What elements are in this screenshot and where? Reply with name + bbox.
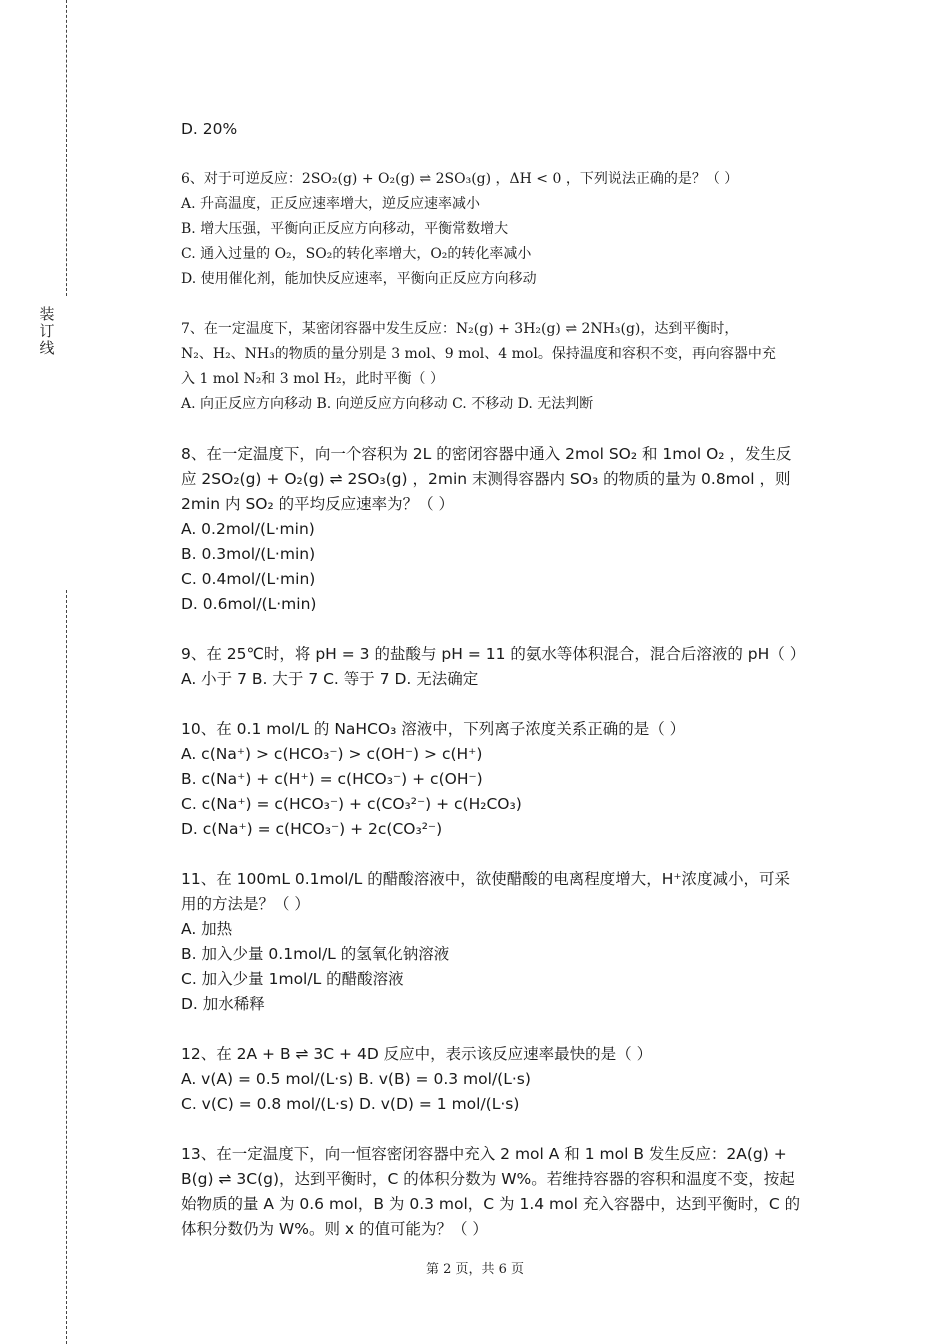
question-line: D. 加水稀释 — [181, 995, 265, 1013]
question-line: 应 2SO₂(g) + O₂(g) ⇌ 2SO₃(g) ，2min 末测得容器内 SO₃ 的物质的量为 0.8mol ，则 — [181, 470, 791, 488]
question-stem-line: 12、在 2A + B ⇌ 3C + 4D 反应中，表示该反应速率最快的是（ ） — [181, 1045, 653, 1063]
question-line: A. 向正反应方向移动 B. 向逆反应方向移动 C. 不移动 D. 无法判断 — [181, 396, 594, 412]
question-stem-line: 9、在 25℃时，将 pH = 3 的盐酸与 pH = 11 的氨水等体积混合，混合后溶液的 pH（ ） — [181, 645, 806, 663]
binding-label — [38, 306, 56, 357]
binding-line-top — [66, 0, 67, 296]
question-q7 — [181, 317, 841, 417]
question-line: 体积分数仍为 W%。则 x 的值可能为？（ ） — [181, 1220, 488, 1238]
question-q5-tail — [181, 117, 841, 142]
question-line: D. 0.6mol/(L·min) — [181, 595, 317, 613]
question-line: B. 0.3mol/(L·min) — [181, 545, 316, 563]
question-stem-line: 6、对于可逆反应：2SO₂(g) + O₂(g) ⇌ 2SO₃(g) ，ΔH < 0 ，下列说法正确的是？（ ） — [181, 171, 739, 187]
question-line: A. v(A) = 0.5 mol/(L·s) B. v(B) = 0.3 mol/(L·s) — [181, 1070, 531, 1088]
question-line: C. 通入过量的 O₂，SO₂的转化率增大，O₂的转化率减小 — [181, 246, 532, 262]
question-line: 用的方法是？（ ） — [181, 895, 310, 913]
question-line: C. c(Na⁺) = c(HCO₃⁻) + c(CO₃²⁻) + c(H₂CO₃) — [181, 795, 522, 813]
question-stem-line: 8、在一定温度下，向一个容积为 2L 的密闭容器中通入 2mol SO₂ 和 1mol O₂ ，发生反 — [181, 445, 792, 463]
question-line: 2min 内 SO₂ 的平均反应速率为？（ ） — [181, 495, 455, 513]
question-q9 — [181, 642, 841, 692]
question-line: A. 加热 — [181, 920, 233, 938]
question-q13 — [181, 1142, 841, 1242]
question-line: B. c(Na⁺) + c(H⁺) = c(HCO₃⁻) + c(OH⁻) — [181, 770, 483, 788]
question-stem-line: 7、在一定温度下，某密闭容器中发生反应：N₂(g) + 3H₂(g) ⇌ 2NH₃(g)，达到平衡时， — [181, 321, 739, 337]
question-line: B. 增大压强，平衡向正反应方向移动，平衡常数增大 — [181, 221, 509, 237]
question-content — [181, 117, 841, 1267]
question-q12 — [181, 1042, 841, 1117]
question-stem-line: 13、在一定温度下，向一恒容密闭容器中充入 2 mol A 和 1 mol B 发生反应：2A(g) + — [181, 1145, 787, 1163]
question-q8 — [181, 442, 841, 617]
binding-char: 线 — [39, 339, 55, 357]
question-stem-line: 11、在 100mL 0.1mol/L 的醋酸溶液中，欲使醋酸的电离程度增大，H⁺浓度减小，可采 — [181, 870, 791, 888]
question-line: A. 升高温度，正反应速率增大，逆反应速率减小 — [181, 196, 481, 212]
question-line: B(g) ⇌ 3C(g)，达到平衡时，C 的体积分数为 W%。若维持容器的容积和温度不变，按起 — [181, 1170, 795, 1188]
question-line: 入 1 mol N₂和 3 mol H₂，此时平衡（ ） — [181, 371, 445, 387]
question-line: C. 0.4mol/(L·min) — [181, 570, 316, 588]
question-line: C. 加入少量 1mol/L 的醋酸溶液 — [181, 970, 404, 988]
question-line: D. c(Na⁺) = c(HCO₃⁻) + 2c(CO₃²⁻) — [181, 820, 443, 838]
question-line: N₂、H₂、NH₃的物质的量分别是 3 mol、9 mol、4 mol。保持温度和容积不变，再向容器中充 — [181, 346, 776, 362]
question-q11 — [181, 867, 841, 1017]
question-line: B. 加入少量 0.1mol/L 的氢氧化钠溶液 — [181, 945, 450, 963]
question-q6 — [181, 167, 841, 292]
binding-char: 装 — [39, 305, 55, 323]
question-line: C. v(C) = 0.8 mol/(L·s) D. v(D) = 1 mol/(L·s) — [181, 1095, 520, 1113]
question-stem-line: 10、在 0.1 mol/L 的 NaHCO₃ 溶液中，下列离子浓度关系正确的是（ ） — [181, 720, 686, 738]
question-stem-line: D. 20% — [181, 120, 238, 138]
question-q10 — [181, 717, 841, 842]
question-line: D. 使用催化剂，能加快反应速率，平衡向正反应方向移动 — [181, 271, 537, 287]
question-line: A. c(Na⁺) > c(HCO₃⁻) > c(OH⁻) > c(H⁺) — [181, 745, 483, 763]
question-line: A. 小于 7 B. 大于 7 C. 等于 7 D. 无法确定 — [181, 670, 479, 688]
page-footer: 第 2 页，共 6 页 — [425, 1262, 525, 1277]
question-line: A. 0.2mol/(L·min) — [181, 520, 315, 538]
binding-line-bottom — [66, 590, 67, 1344]
binding-char: 订 — [39, 322, 55, 340]
question-line: 始物质的量 A 为 0.6 mol，B 为 0.3 mol，C 为 1.4 mol 充入容器中，达到平衡时，C 的 — [181, 1195, 801, 1213]
